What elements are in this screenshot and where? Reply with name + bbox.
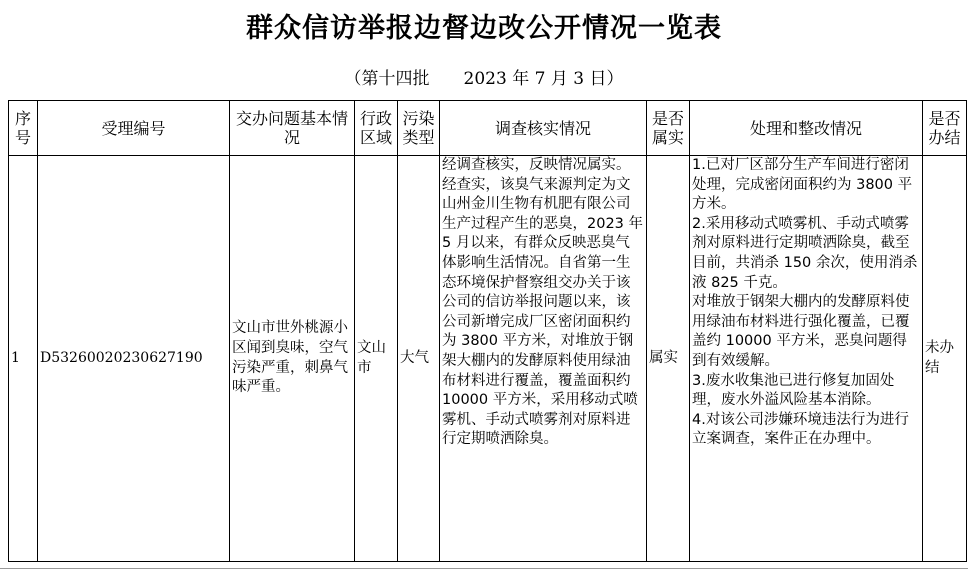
handling-item: 2.采用移动式喷雾机、手动式喷雾剂对原料进行定期喷洒除臭，截至目前，共消杀 150 余次，使用消杀液 825 千克。 bbox=[692, 215, 918, 291]
header-code: 受理编号 bbox=[38, 101, 230, 156]
cell-issue: 文山市世外桃源小区闻到臭味，空气污染严重，刺鼻气味严重。 bbox=[230, 156, 355, 562]
table-header-row bbox=[9, 101, 967, 156]
header-investigation: 调查核实情况 bbox=[440, 101, 647, 156]
table-row bbox=[9, 156, 967, 562]
investigation-paragraph: 经查实，该臭气来源判定为文山州金川生物有机肥有限公司生产过程产生的恶臭，2023 年 5 月以来，有群众反映恶臭气体影响生活情况。自省第一生态环境保护督察组交办关于该公司的信访举报问题以来，该公司新增完成厂区密闭面积约为 3800 平方米，对堆放于钢架大棚内的发酵原料使用绿油布材料进行覆盖，覆盖面积约 10000 平方米，采用移动式喷雾机、手动式喷雾剂对原料进行定期喷洒除臭。 bbox=[442, 176, 644, 448]
page-subtitle: （第十四批 2023 年 7 月 3 日） bbox=[344, 69, 624, 89]
header-issue: 交办问题基本情况 bbox=[230, 101, 355, 156]
cell-investigation bbox=[440, 156, 647, 562]
page-title: 群众信访举报边督边改公开情况一览表 bbox=[246, 13, 722, 44]
cell-handling bbox=[690, 156, 923, 562]
header-closed: 是否办结 bbox=[923, 101, 967, 156]
petition-table bbox=[8, 100, 967, 562]
cell-type: 大气 bbox=[398, 156, 440, 562]
investigation-paragraph: 经调查核实，反映情况属实。 bbox=[442, 157, 631, 173]
cell-code: D53260020230627190 bbox=[38, 156, 230, 562]
header-handling: 处理和整改情况 bbox=[690, 101, 923, 156]
header-region: 行政区域 bbox=[355, 101, 398, 156]
cell-closed: 未办结 bbox=[923, 156, 967, 562]
handling-item: 对堆放于钢架大棚内的发酵原料使用绿油布材料进行强化覆盖，已覆盖约 10000 平方米，恶臭问题得到有效缓解。 bbox=[692, 294, 910, 369]
cell-seq: 1 bbox=[9, 156, 38, 562]
header-verified: 是否属实 bbox=[647, 101, 690, 156]
handling-item: 3.废水收集池已进行修复加固处理，废水外溢风险基本消除。 bbox=[692, 372, 895, 409]
handling-item: 4.对该公司涉嫌环境违法行为进行立案调查，案件正在办理中。 bbox=[692, 411, 909, 448]
header-type: 污染类型 bbox=[398, 101, 440, 156]
page-bottom-divider bbox=[0, 568, 968, 569]
cell-region: 文山市 bbox=[355, 156, 398, 562]
cell-verified: 属实 bbox=[647, 156, 690, 562]
handling-item: 1.已对厂区部分生产车间进行密闭处理，完成密闭面积约为 3800 平方米。 bbox=[692, 157, 913, 213]
header-seq: 序号 bbox=[9, 101, 38, 156]
